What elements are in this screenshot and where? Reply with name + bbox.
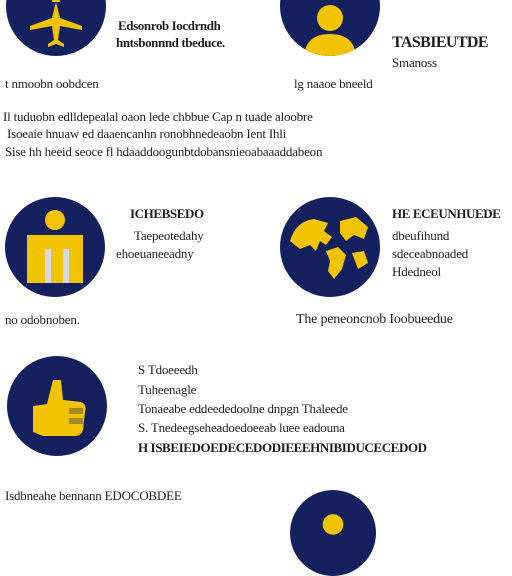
globe-icon-circle [280,197,380,297]
section1-caption-right: lg naaoe bneeld [294,76,373,91]
airplane-icon-circle [6,0,106,56]
thumbs-up-icon-circle [7,356,107,456]
package-icon [5,197,105,297]
section3-text-2: Tuheenagle [138,382,197,397]
section1-body-1: Il tuduobn edlldepealal oaon lede chbbue Cap n tuade aloobre [3,109,313,124]
section2-caption-right: The peneoncnob Ioobueedue [296,312,453,327]
section2-caption-left: no odobnoben. [5,312,80,327]
section3-text-4: S. Tnedeegseheadoedoeeab luee eadouna [138,420,345,435]
section1-body-3: Sise hh heeid seoce fl hdaaddoogunbtdobansnieoabaaaddabeon [5,144,323,159]
package-icon-circle [5,197,105,297]
airplane-icon [6,0,106,56]
person-icon [280,0,380,56]
section2-right-title: HE ECEUNHUEDE [392,206,501,221]
section3-text-1: S Tdoeeedh [138,362,198,377]
section2-left-text-1: Taepeotedahy [134,228,204,243]
section3-text-3: Tonaeabe eddeededoolne dnpgn Thaleede [138,401,348,416]
section2-left-title: ICHEBSEDO [130,206,204,221]
section1-right-title: TASBIEUTDE [392,35,488,51]
section3-text-5: H ISBEIEDOEDECEDODIEEEHNIBIDUCECEDOD [138,440,427,455]
person-icon-circle [280,0,380,56]
section2-left-text-2: ehoeuaneeadny [116,246,194,261]
section2-right-text-3: Hdedneol [392,264,441,279]
section2-right-text-1: dbeufihund [392,228,450,243]
section1-right-text-1: Smanoss [392,55,437,70]
section1-body-2: Isoeaie hnuaw ed daaencanhn ronobhnedeaobn Ient Ihli [7,126,287,141]
section1-left-text-2: hntsbonnnd tbeduce. [116,35,225,50]
section1-caption-left: t nmoobn oobdcen [5,76,99,91]
section2-right-text-2: sdeceabnoaded [392,246,469,261]
section1-left-text-1: Edsonrob Iocdrndh [118,18,221,33]
section3-footer: Isdbneahe bennann EDOCOBDEE [5,488,182,503]
globe-icon [280,197,380,297]
thumbs-up-icon [7,356,107,456]
partial-circle-icon [290,490,376,576]
